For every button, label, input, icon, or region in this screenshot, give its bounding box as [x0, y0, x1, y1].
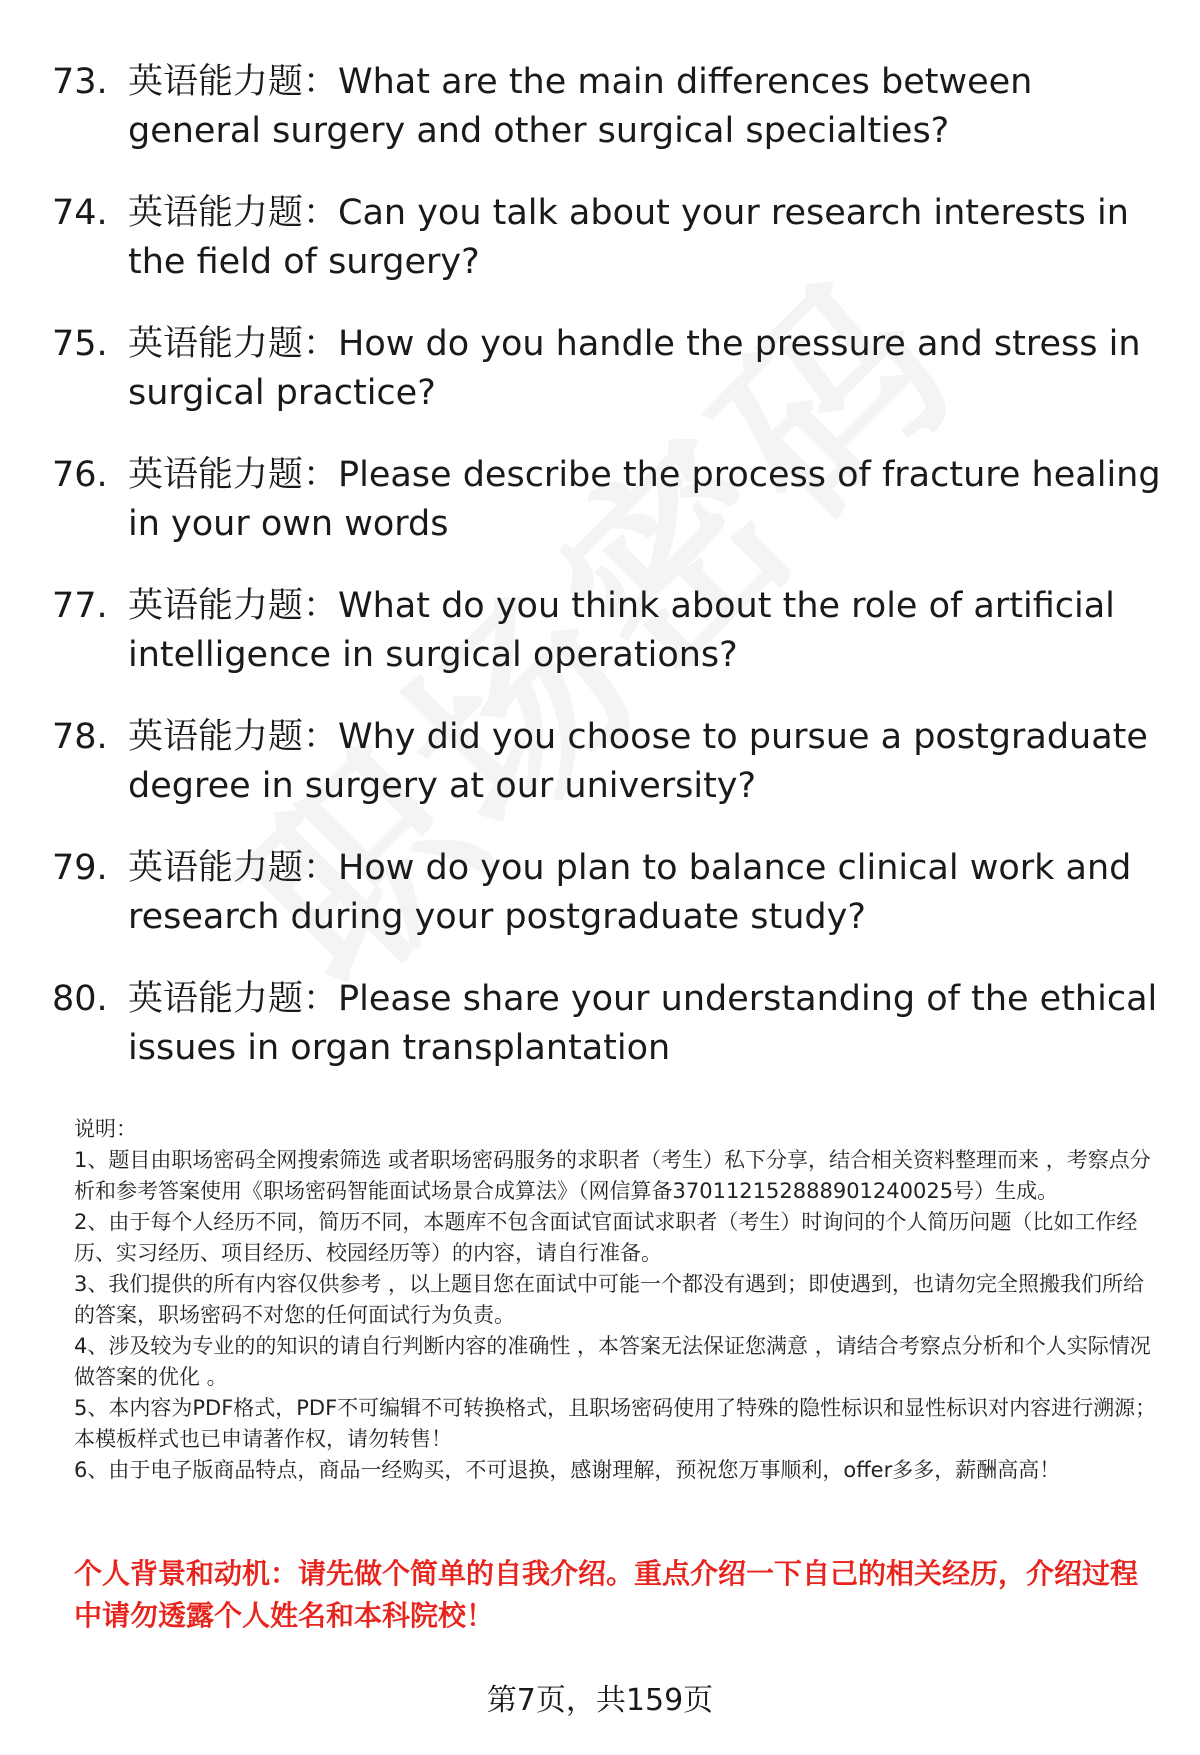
question-text: 英语能力题：What are the main differences between general surgery and other surgical specialties?: [128, 62, 1033, 151]
question-number: 74.: [52, 193, 108, 233]
question-item: [52, 320, 1162, 418]
question-item: [52, 189, 1162, 287]
question-item: [52, 58, 1162, 156]
question-text: 英语能力题：Why did you choose to pursue a postgraduate degree in surgery at our university?: [128, 717, 1148, 806]
question-item: [52, 975, 1162, 1073]
question-number: 79.: [52, 848, 108, 888]
note-item: 2、由于每个人经历不同，简历不同，本题库不包含面试官面试求职者（考生）时询问的个人简历问题（比如工作经历、实习经历、项目经历、校园经历等）的内容，请自行准备。: [74, 1210, 1138, 1265]
question-text: 英语能力题：How do you plan to balance clinical work and research during your postgraduate study?: [128, 848, 1132, 937]
question-number: 76.: [52, 455, 108, 495]
note-item: 6、由于电子版商品特点，商品一经购买，不可退换，感谢理解，预祝您万事顺利，offer多多，薪酬高高！: [74, 1458, 1061, 1482]
question-list: [52, 58, 1162, 1106]
note-item: 4、涉及较为专业的的知识的请自行判断内容的准确性 ，本答案无法保证您满意 ，请结合考察点分析和个人实际情况做答案的优化 。: [74, 1334, 1151, 1389]
question-text: 英语能力题：What do you think about the role of artificial intelligence in surgical operations?: [128, 586, 1115, 675]
note-item: 3、我们提供的所有内容仅供参考 ，以上题目您在面试中可能一个都没有遇到；即使遇到，也请勿完全照搬我们所给的答案，职场密码不对您的任何面试行为负责。: [74, 1272, 1145, 1327]
notes-heading: 说明：: [74, 1117, 137, 1141]
question-text: 英语能力题：Please describe the process of fracture healing in your own words: [128, 455, 1161, 544]
question-item: [52, 451, 1162, 549]
note-item: 1、题目由职场密码全网搜索筛选 或者职场密码服务的求职者（考生）私下分享，结合相关资料整理而来 ，考察点分析和参考答案使用《职场密码智能面试场景合成算法》（网信算备370112152888901240025号）生成。: [74, 1148, 1151, 1203]
question-number: 80.: [52, 979, 108, 1019]
question-number: 77.: [52, 586, 108, 626]
question-item: [52, 844, 1162, 942]
question-item: [52, 713, 1162, 811]
question-number: 75.: [52, 324, 108, 364]
highlight-question: 个人背景和动机：请先做个简单的自我介绍。重点介绍一下自己的相关经历，介绍过程中请勿透露个人姓名和本科院校！: [74, 1557, 1139, 1632]
notes-section: [74, 1114, 1160, 1486]
question-number: 78.: [52, 717, 108, 757]
question-number: 73.: [52, 62, 108, 102]
page-number: 第7页，共159页: [486, 1683, 714, 1718]
question-text: 英语能力题：How do you handle the pressure and stress in surgical practice?: [128, 324, 1141, 413]
note-item: 5、本内容为PDF格式，PDF不可编辑不可转换格式，且职场密码使用了特殊的隐性标识和显性标识对内容进行溯源；本模板样式也已申请著作权，请勿转售！: [74, 1396, 1157, 1451]
question-text: 英语能力题：Can you talk about your research interests in the field of surgery?: [128, 193, 1129, 282]
question-item: [52, 582, 1162, 680]
question-text: 英语能力题：Please share your understanding of the ethical issues in organ transplantation: [128, 979, 1158, 1068]
